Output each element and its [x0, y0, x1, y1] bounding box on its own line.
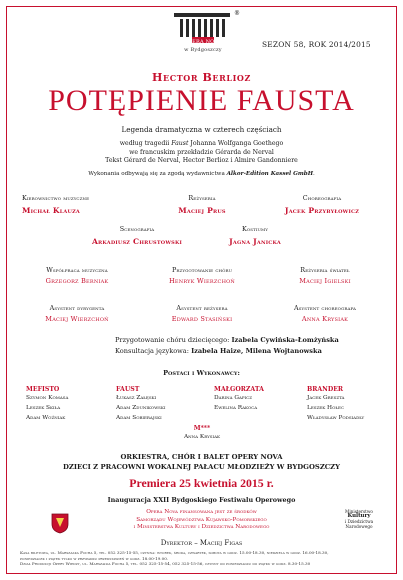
literary-basis: według tragedii Faust Johanna Wolfganga Goethego we francuskim przekładzie Gérarda de Nerval Tekst Gérard de Nerval, Hector Berlioz i Almire Gandonniere: [105, 140, 298, 165]
credit-name: Jacek Przybyłowicz: [284, 206, 360, 215]
cast-name: Darina Gapicz: [214, 395, 252, 401]
cast-name: Adam Woźniak: [26, 415, 66, 422]
credit-role: Choreografia: [302, 194, 342, 202]
cast-heading: Postaci i Wykonawcy:: [163, 369, 240, 377]
language-credit: Konsultacja językowa: Izabela Haize, Milena Wojtanowska: [115, 347, 322, 355]
composer: Hector Berlioz: [152, 71, 251, 84]
credit-name: Maciej Prus: [178, 206, 226, 215]
credit-name: Grzegorz Berniak: [45, 277, 109, 285]
credit-role: Kostiumy: [242, 225, 268, 233]
cast-name: Leszek Hołec: [307, 405, 345, 412]
credit-role: Kierownictwo muzyczne: [22, 194, 90, 202]
subtitle: Legenda dramatyczna w czterech częściach: [121, 125, 282, 134]
cast-name: Anna Krysiak: [184, 434, 220, 440]
credit-name: Anna Krysiak: [301, 315, 349, 323]
cast-name: Szymon Komasa: [26, 395, 69, 401]
cast-name: Adam Zdunikowski: [116, 405, 166, 412]
credit-name: Arkadiusz Chrustowski: [91, 237, 183, 246]
credit-name: Maciej Igielski: [299, 277, 351, 285]
registered-mark: ®: [234, 10, 240, 17]
cast-group-extra: [166, 425, 238, 442]
cast-name: Ewelina Rakoca: [214, 405, 258, 412]
children-choir-credit: Przygotowanie chóru dziecięcego: Izabela Cywińska-Łomżyńska: [115, 336, 339, 344]
credit-role: Asystent reżysera: [176, 304, 228, 312]
credit-role: Asystent dyrygenta: [49, 304, 105, 312]
credit-role: Reżyseria: [188, 194, 216, 202]
premiere-date: Premiera 25 kwietnia 2015 r.: [129, 476, 274, 490]
credit-name: Henryk Wierzchoń: [168, 277, 236, 285]
festival-inauguration: Inauguracja XXII Bydgoskiego Festiwalu Operowego: [107, 496, 296, 504]
cast-role: BRANDER: [307, 386, 344, 393]
cast-group-faust: [116, 386, 166, 424]
cast-role: MAŁGORZATA: [214, 386, 264, 393]
ministry-logo: Ministerstwo Kultury i Dziedzictwa Narodowego: [344, 509, 374, 529]
credit-name: Maciej Wierzchoń: [45, 315, 109, 323]
cast-role: M***: [193, 425, 211, 432]
credit-role: Współpraca muzyczna: [46, 266, 108, 274]
credit-role: Asystent choreografa: [294, 304, 356, 312]
credit-role: Scenografia: [119, 225, 155, 233]
cast-name: Leszek Skiła: [26, 405, 61, 412]
director: Dyrektor – Maciej Figas: [160, 539, 243, 547]
footer-info: Kasa biletowa, ul. Marszałka Focha 5, tel. 052 325-15-55, czynna: wtorek, środa, czwartek, sobota w godz. 15.00-18.30, niedziela w godz. 16.00-18.30, poniedziałek i piątek tylko w przypadku przedstawień w godz. 18.00-19.00. Dział Produkcji Opery Wiedzy, ul. Marszałka Focha 5, tel. 052 325-15-54, 052 325-15-56, czynny od poniedziałku do piątku w godz. 8.30-15.30: [20, 550, 329, 567]
cast-role: FAUST: [116, 386, 140, 393]
credit-role: Przygotowanie chóru: [171, 266, 233, 274]
logo-caption: OPERA NOVA w Bydgoszczy: [184, 39, 222, 53]
page-title: POTĘPIENIE FAUSTA: [48, 84, 355, 117]
cast-role: MEFISTO: [26, 386, 60, 393]
cast-group-mefisto: [26, 386, 68, 424]
cast-group-brander: [307, 386, 364, 424]
cast-name: Jacek Greszta: [307, 395, 345, 401]
credit-role: Reżyseria świateł: [300, 266, 350, 274]
cast-name: Władysław Podsiadły: [307, 415, 365, 422]
credit-name: Jagna Janicka: [229, 237, 281, 246]
credit-name: Edward Stasiński: [171, 315, 233, 323]
ensemble: ORKIESTRA, CHÓR I BALET OPERY NOVA DZIECI Z PRACOWNI WOKALNEJ PAŁACU MŁODZIEŻY W BYDGOSZCZY: [62, 453, 340, 471]
funding-note: Opera Nova finansowana jest ze środków Samorządu Województwa Kujawsko-Pomorskiego i Ministerstwa Kultury i Dziedzictwa Narodowego: [133, 509, 270, 531]
cast-name: Adam Sobierajski: [116, 415, 162, 422]
credit-name: Michał Klauza: [22, 206, 81, 215]
season-label: SEZON 58, ROK 2014/2015: [262, 40, 371, 49]
license-note: Wykonania odbywają się za zgodą wydawnictwa Alkor-Edition Kassel GmbH.: [88, 171, 315, 177]
cast-group-malgorzata: [214, 386, 264, 413]
cast-name: Łukasz Załęski: [116, 395, 157, 401]
